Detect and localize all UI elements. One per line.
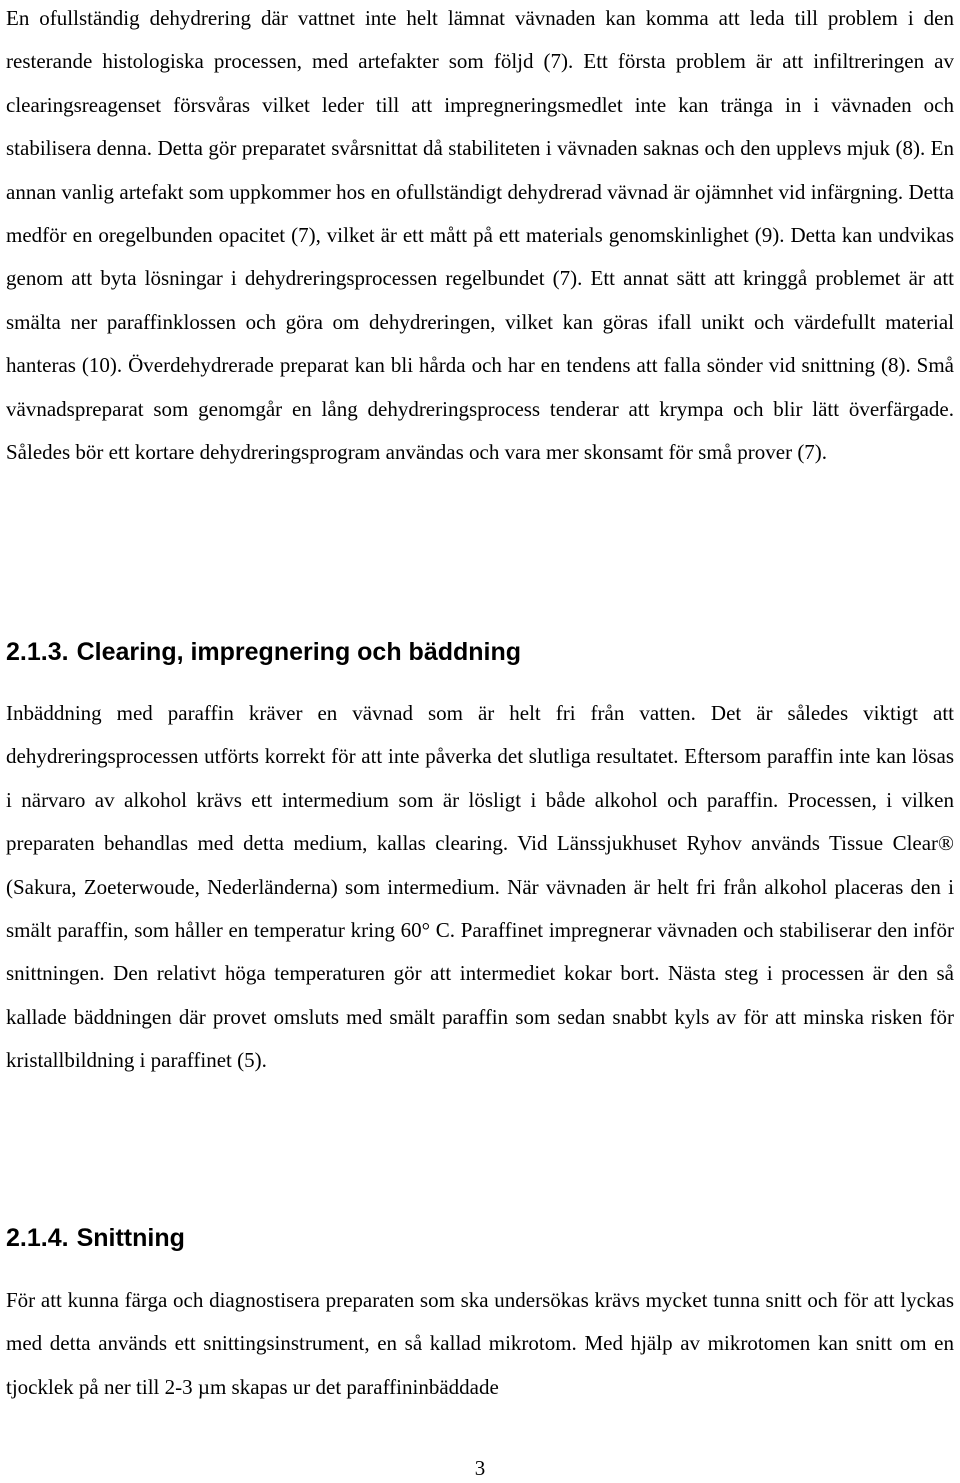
paragraph-dehydration-artifacts: En ofullständig dehydrering där vattnet inte helt lämnat vävnaden kan komma att leda till problem i den resterande histologiska processen, med artefakter som följd (7). Ett första problem är att infiltreringen av clearingsreagenset försvåras vilket leder till att impregneringsmedlet inte kan tränga in i vävnaden och stabilisera denna. Detta gör preparatet svårsnittat då stabiliteten i vävnaden saknas och den upplevs mjuk (8). En annan vanlig artefakt som uppkommer hos en ofullständigt dehydrerad vävnad är ojämnhet vid infärgning. Detta medför en oregelbunden opacitet (7), vilket är ett mått på ett materials genomskinlighet (9). Detta kan undvikas genom att byta lösningar i dehydreringsprocessen regelbundet (7). Ett annat sätt att kringgå problemet är att smälta ner paraffinklossen och göra om dehydreringen, vilket kan göras ifall unikt och värdefullt material hanteras (10). Överdehydrerade preparat kan bli hårda och har en tendens att falla sönder vid snittning (8). Små vävnadspreparat som genomgår en lång dehydreringsprocess tenderar att krympa och blir lätt överfärgade. Således bör ett kortare dehydreringsprogram användas och vara mer skonsamt för små prover (7).	[6, 6, 954, 465]
section-number: 2.1.4.	[6, 1224, 69, 1252]
section-title: Clearing, impregnering och bäddning	[76, 638, 522, 666]
section-title: Snittning	[76, 1224, 185, 1252]
page-number: 3	[474, 1456, 486, 1480]
section-heading-snittning	[6, 1220, 185, 1256]
section-heading-clearing	[6, 634, 521, 670]
paragraph-snittning: För att kunna färga och diagnostisera preparaten som ska undersökas krävs mycket tunna snitt och för att lyckas med detta används ett snittingsinstrument, en så kallad mikrotom. Med hjälp av mikrotomen kan snitt om en tjocklek på ner till 2-3 µm skapas ur det paraffininbäddade	[6, 1288, 954, 1399]
paragraph-clearing: Inbäddning med paraffin kräver en vävnad som är helt fri från vatten. Det är således viktigt att dehydreringsprocessen utförts korrekt för att inte påverka det slutliga resultatet. Eftersom paraffin inte kan lösas i närvaro av alkohol krävs ett intermedium som är lösligt i både alkohol och paraffin. Processen, i vilken preparaten behandlas med detta medium, kallas clearing. Vid Länssjukhuset Ryhov används Tissue Clear® (Sakura, Zoeterwoude, Nederländerna) som intermedium. När vävnaden är helt fri från alkohol placeras den i smält paraffin, som håller en temperatur kring 60° C. Paraffinet impregnerar vävnaden och stabiliserar den inför snittningen. Den relativt höga temperaturen gör att intermediet kokar bort. Nästa steg i processen är den så kallade bäddningen där provet omsluts med smält paraffin som sedan snabbt kyls av för att minska risken för kristallbildning i paraffinet (5).	[6, 701, 954, 1073]
document-page	[6, 0, 954, 1480]
section-number: 2.1.3.	[6, 638, 69, 666]
